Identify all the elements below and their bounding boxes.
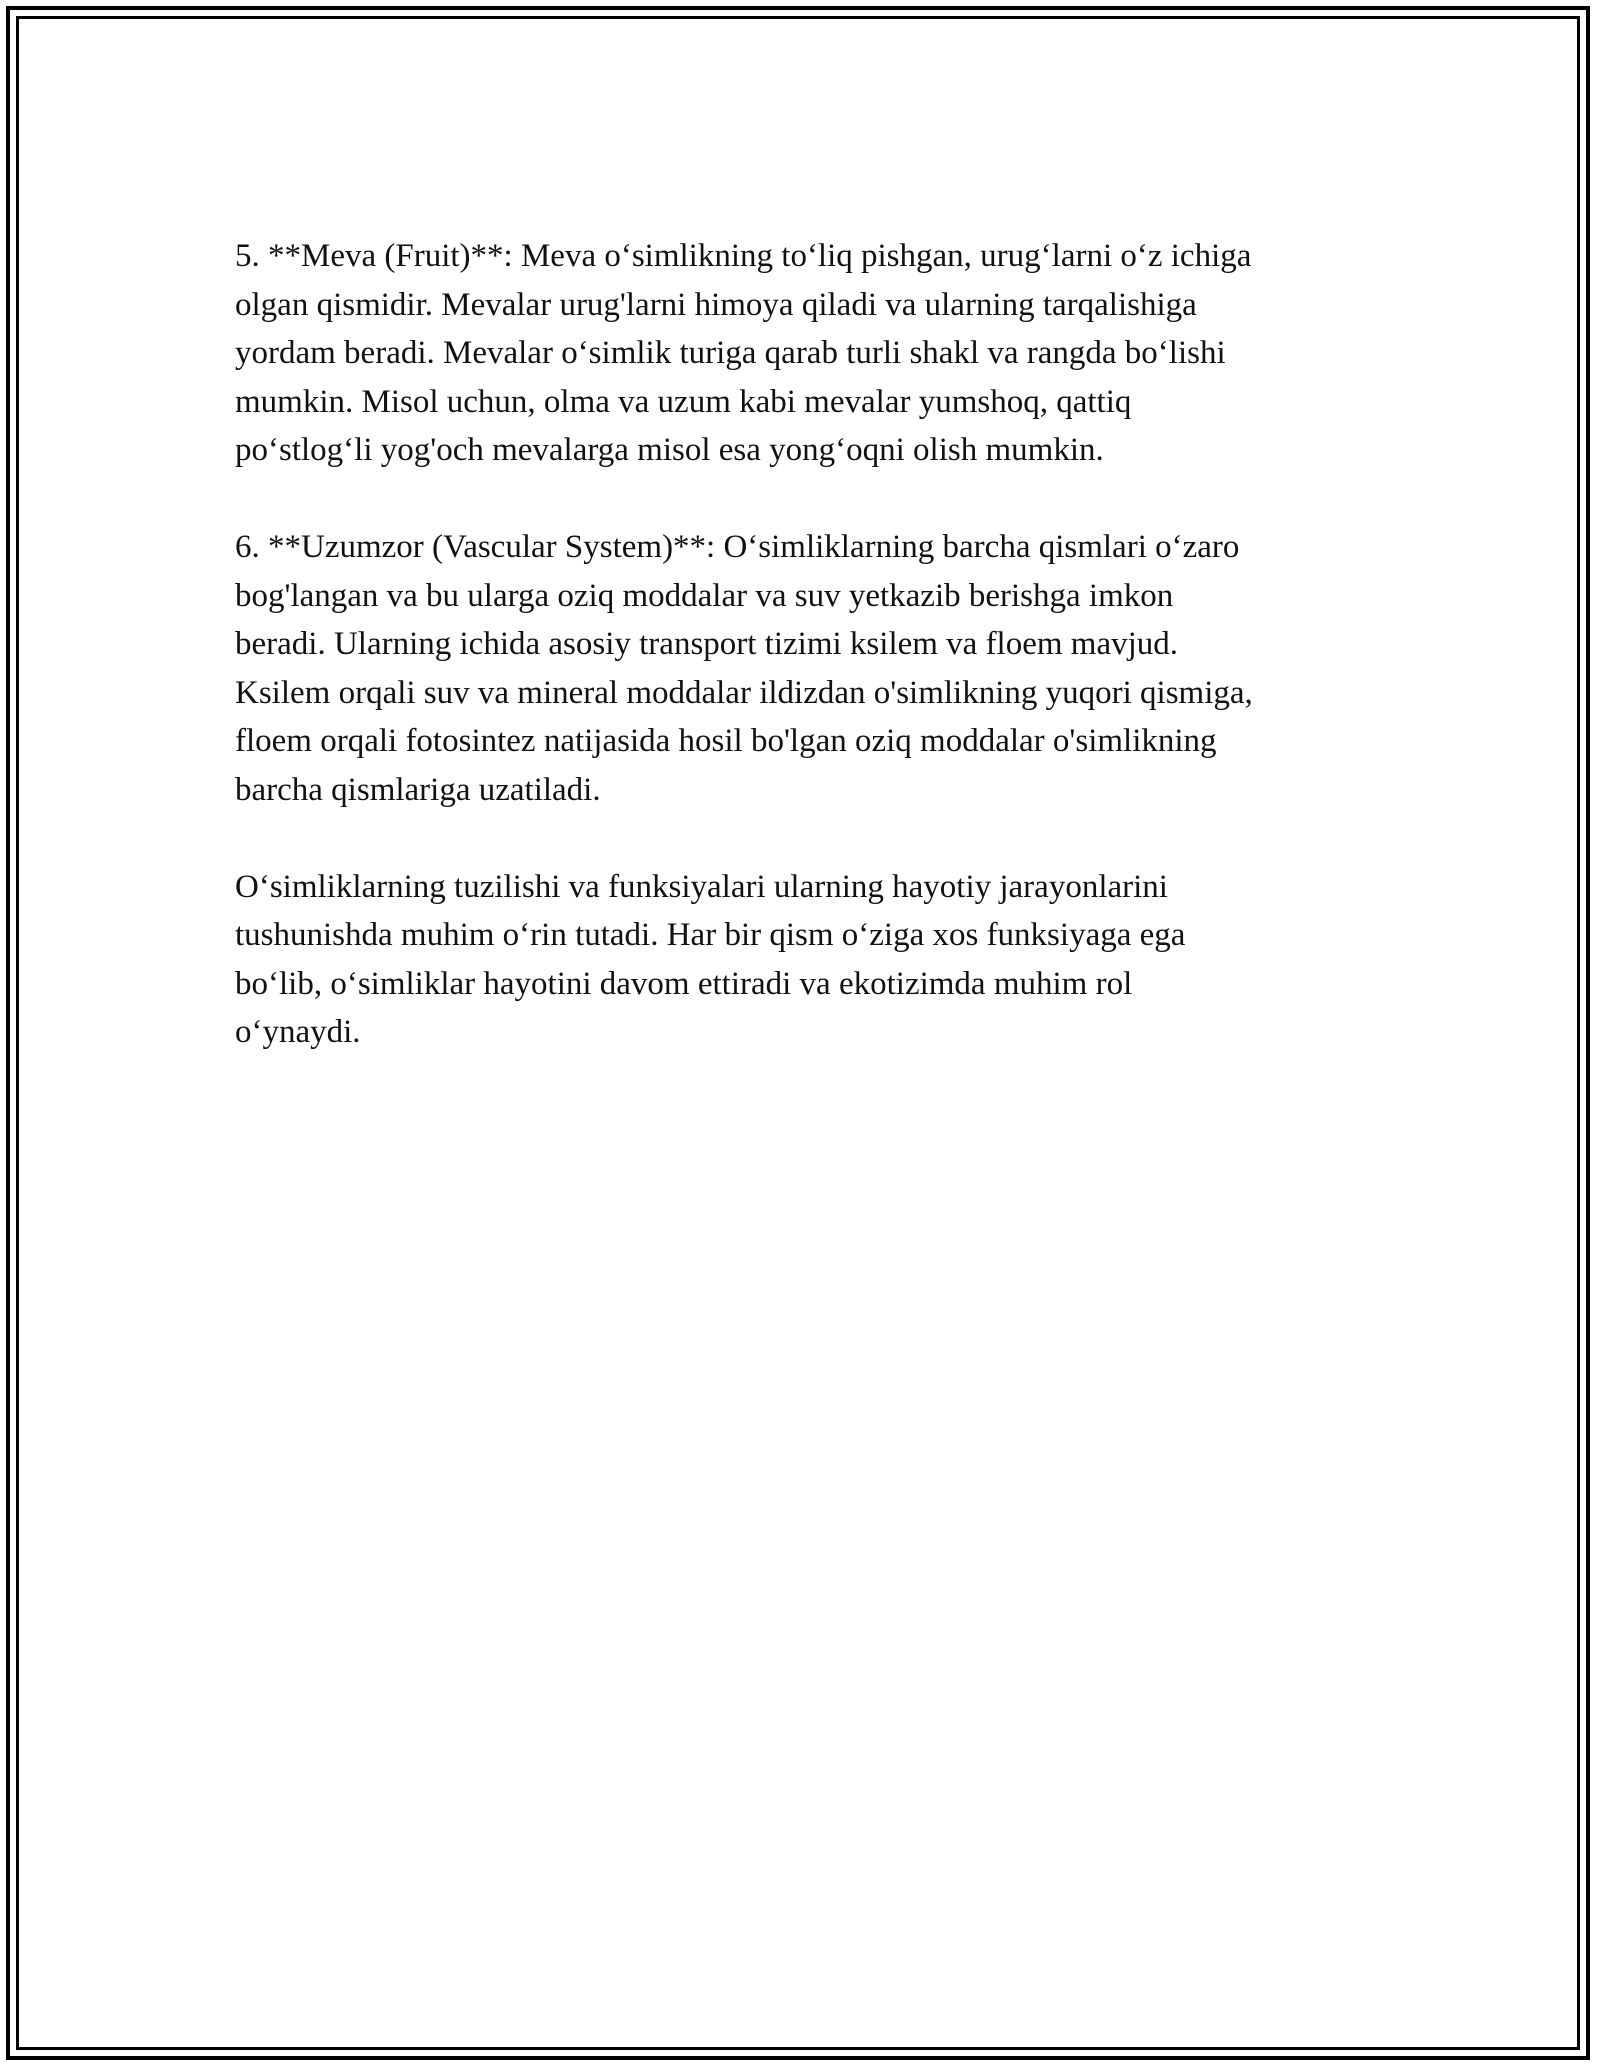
paragraph-fruit	[235, 232, 1385, 475]
text-line: mumkin. Misol uchun, olma va uzum kabi mevalar yumshoq, qattiq	[235, 383, 1132, 420]
paragraph-conclusion	[235, 863, 1385, 1057]
text-line: bog'langan va bu ularga oziq moddalar va suv yetkazib berishga imkon	[235, 577, 1174, 614]
document-body	[235, 232, 1385, 1105]
text-line: 5. **Meva (Fruit)**: Meva o‘simlikning to‘liq pishgan, urug‘larni o‘z ichiga	[235, 238, 1252, 274]
text-line: beradi. Ularning ichida asosiy transport tizimi ksilem va floem mavjud.	[235, 626, 1179, 662]
text-line: bo‘lib, o‘simliklar hayotini davom ettiradi va ekotizimda muhim rol	[235, 965, 1133, 1002]
text-line: Ksilem orqali suv va mineral moddalar ildizdan o'simlikning yuqori qismiga,	[235, 674, 1253, 711]
text-line: yordam beradi. Mevalar o‘simlik turiga qarab turli shakl va rangda bo‘lishi	[235, 335, 1226, 371]
text-line: floem orqali fotosintez natijasida hosil bo'lgan oziq moddalar o'simlikning	[235, 723, 1217, 759]
text-line: barcha qismlariga uzatiladi.	[235, 771, 601, 808]
text-line: 6. **Uzumzor (Vascular System)**: O‘simliklarning barcha qismlari o‘zaro	[235, 529, 1240, 565]
text-line: O‘simliklarning tuzilishi va funksiyalari ularning hayotiy jarayonlarini	[235, 868, 1168, 905]
text-line: tushunishda muhim o‘rin tutadi. Har bir qism o‘ziga xos funksiyaga ega	[235, 917, 1186, 953]
text-line: po‘stlog‘li yog'och mevalarga misol esa yong‘oqni olish mumkin.	[235, 432, 1104, 468]
text-line: o‘ynaydi.	[235, 1014, 361, 1050]
text-line: olgan qismidir. Mevalar urug'larni himoya qiladi va ularning tarqalishiga	[235, 286, 1197, 323]
paragraph-vascular-system	[235, 523, 1385, 814]
